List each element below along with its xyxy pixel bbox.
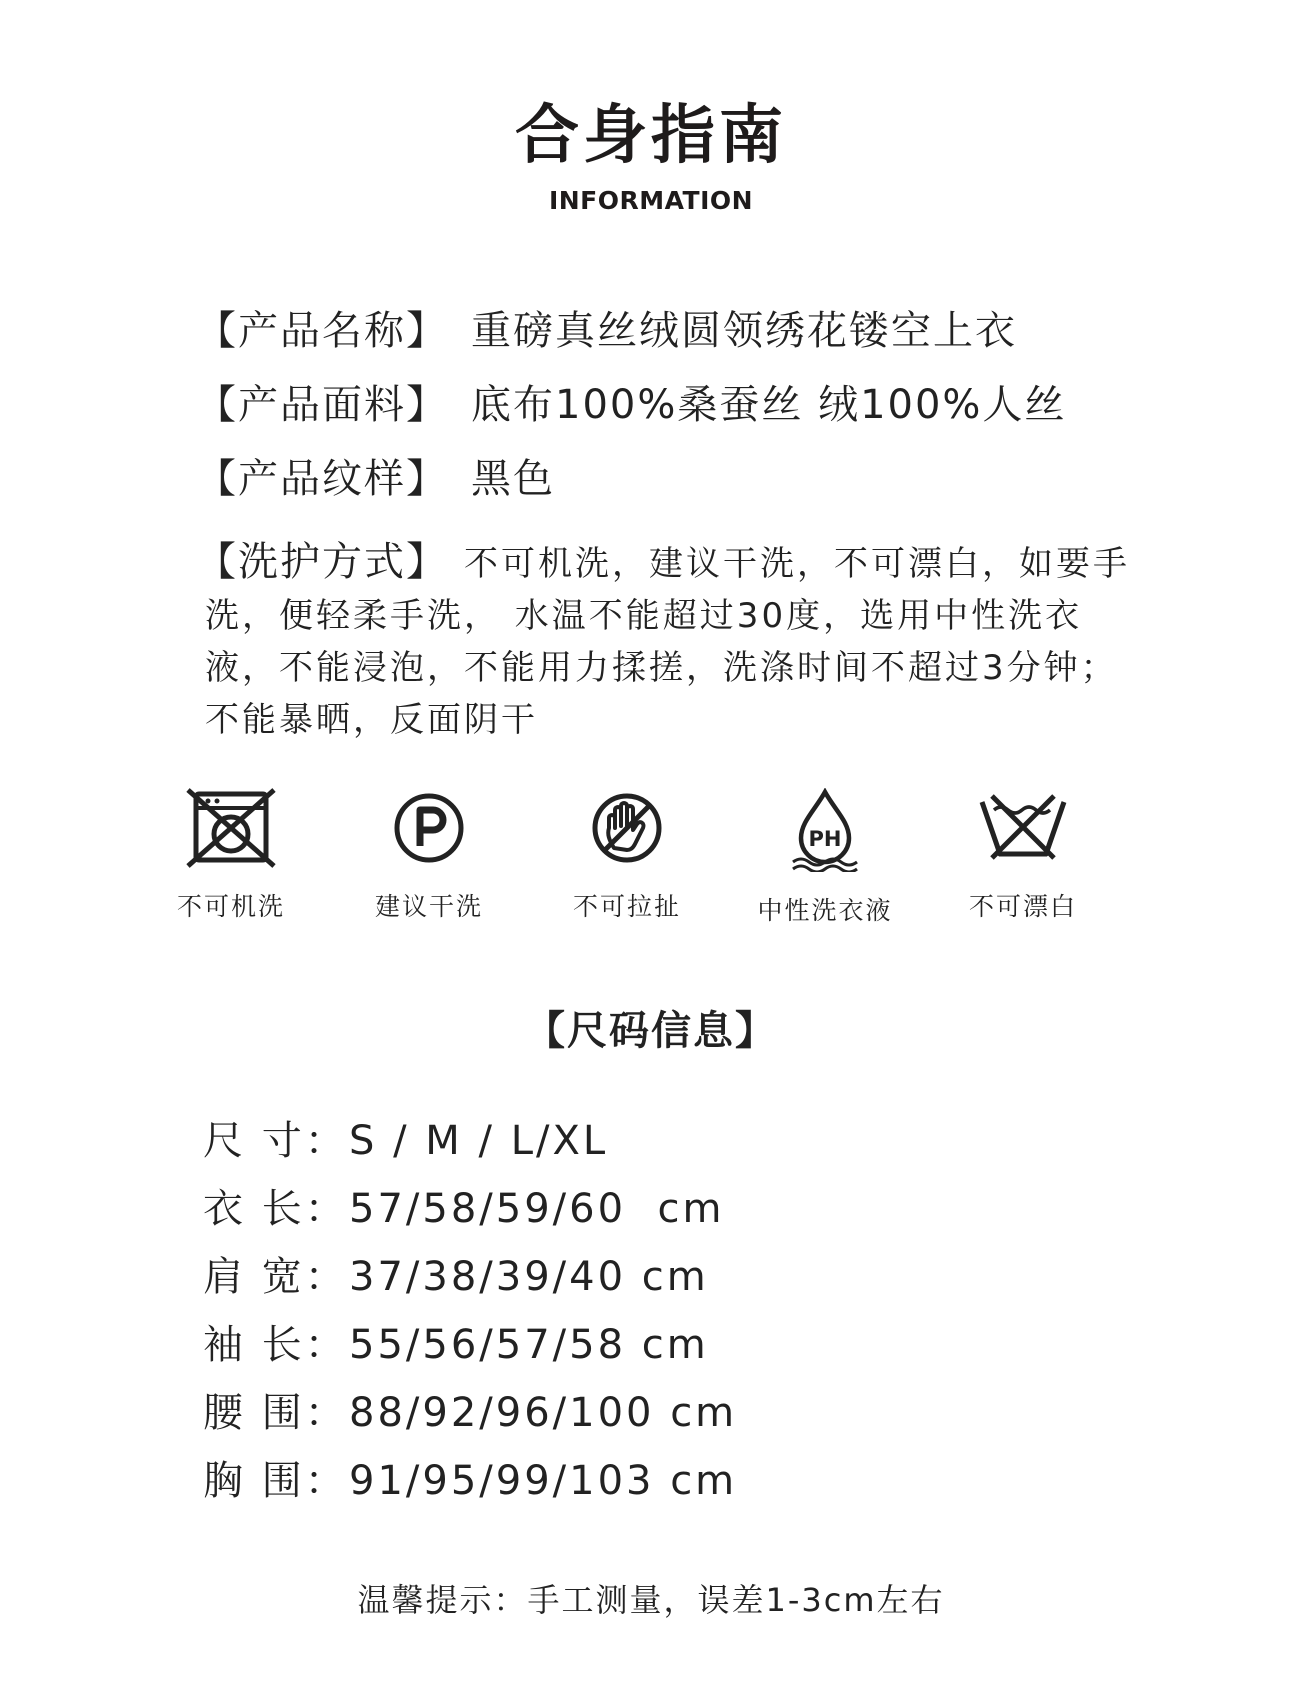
product-pattern-label: 【产品纹样】 [196,456,448,502]
waist-value: 88/92/96/100 cm [349,1390,738,1436]
size-row-sleeve [203,1320,709,1370]
chest-label: 胸 围： [203,1458,348,1504]
size-row-chest [203,1456,737,1506]
page-title: 合身指南 [515,99,787,173]
care-caption: 建议干洗 [374,892,483,921]
product-name-row [196,306,1017,356]
care-text: 不可机洗，建议干洗，不可漂白，如要手洗，便轻柔手洗， 水温不能超过30度，选用中性洗衣液，不能浸泡，不能用力揉搓，洗涤时间不超过3分钟；不能暴晒，反面阴干 [205,544,1130,740]
size-row-shoulder [203,1252,709,1302]
length-value: 57/58/59/60 cm [349,1186,725,1232]
care-item-neutral-detergent [725,788,925,926]
care-caption: 不可漂白 [968,892,1077,921]
sleeve-label: 袖 长： [203,1322,348,1368]
no-pull-hand-icon [587,788,667,868]
product-pattern-row [196,454,555,504]
product-pattern-value: 黑色 [471,456,555,502]
page-subtitle: INFORMATION [548,186,754,215]
size-value: S / M / L/XL [349,1118,609,1164]
shoulder-value: 37/38/39/40 cm [349,1254,709,1300]
care-item-no-pull [527,788,727,922]
care-instructions [196,536,1135,746]
product-name-label: 【产品名称】 [196,308,448,354]
care-caption: 不可机洗 [176,892,285,921]
size-row-waist [203,1388,737,1438]
no-machine-wash-icon [186,788,276,868]
product-fabric-value: 底布100%桑蚕丝 绒100%人丝 [471,382,1067,428]
shoulder-label: 肩 宽： [203,1254,348,1300]
ph-text: PH [808,827,842,851]
product-fabric-label: 【产品面料】 [196,382,448,428]
size-row-size [203,1116,608,1166]
product-name-value: 重磅真丝绒圆领绣花镂空上衣 [471,308,1017,354]
size-heading: 【尺码信息】 [525,1008,777,1054]
care-label: 【洗护方式】 [196,539,448,585]
care-item-no-machine-wash [131,788,331,922]
dry-clean-p-icon [389,788,469,868]
product-fabric-row [196,380,1066,430]
sleeve-value: 55/56/57/58 cm [349,1322,709,1368]
measurement-tip: 温馨提示：手工测量，误差1-3cm左右 [357,1581,945,1619]
length-label: 衣 长： [203,1186,348,1232]
chest-value: 91/95/99/103 cm [349,1458,738,1504]
size-label: 尺 寸： [203,1118,348,1164]
ph-neutral-drop-icon [785,788,865,872]
size-row-length [203,1184,724,1234]
care-item-dry-clean [329,788,529,922]
no-bleach-icon [978,788,1068,868]
care-caption: 不可拉扯 [572,892,681,921]
waist-label: 腰 围： [203,1390,348,1436]
care-caption: 中性洗衣液 [757,896,893,925]
care-item-no-bleach [923,788,1123,922]
